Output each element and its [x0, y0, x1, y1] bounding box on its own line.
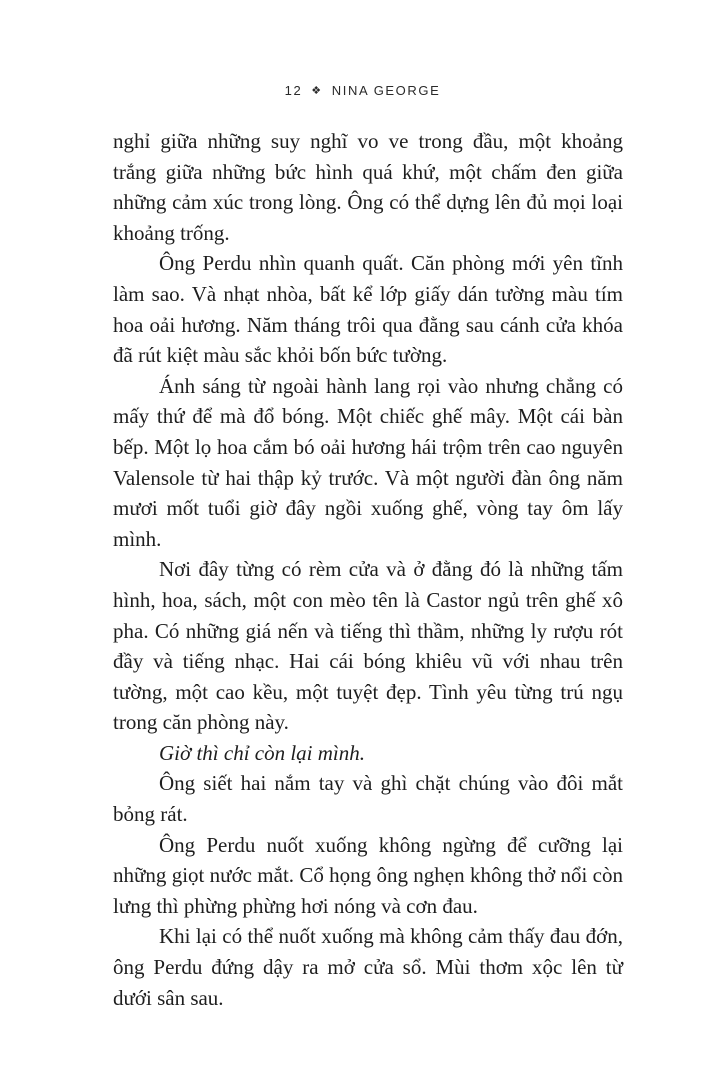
paragraph: Ông siết hai nắm tay và ghì chặt chúng vào đôi mắt bỏng rát. [113, 771, 623, 827]
page-number: 12 [284, 83, 303, 98]
body-text [113, 126, 623, 1013]
paragraph: Ông Perdu nhìn quanh quất. Căn phòng mới yên tĩnh làm sao. Và nhạt nhòa, bất kể lớp giấy dán tường màu tím hoa oải hương. Năm tháng trôi qua đằng sau cánh cửa khóa đã rút kiệt màu sắc khỏi bốn bức tường. [113, 251, 623, 368]
paragraph-italic: Giờ thì chỉ còn lại mình. [159, 740, 366, 765]
paragraph: Ông Perdu nuốt xuống không ngừng để cưỡng lại những giọt nước mắt. Cổ họng ông nghẹn không thở nổi còn lưng thì phừng phừng hơi nóng và cơn đau. [113, 832, 623, 918]
author-name: NINA GEORGE [331, 83, 441, 98]
paragraph: Khi lại có thể nuốt xuống mà không cảm thấy đau đớn, ông Perdu đứng dậy ra mở cửa sổ. Mùi thơm xộc lên từ dưới sân sau. [113, 924, 623, 1010]
paragraph-continuation: nghỉ giữa những suy nghĩ vo ve trong đầu, một khoảng trắng giữa những bức hình quá khứ, một chấm đen giữa những cảm xúc trong lòng. Ông có thể dựng lên đủ mọi loại khoảng trống. [113, 129, 623, 245]
ornament-separator-icon: ❖ [311, 85, 323, 97]
paragraph: Ánh sáng từ ngoài hành lang rọi vào nhưng chẳng có mấy thứ để mà đổ bóng. Một chiếc ghế mây. Một cái bàn bếp. Một lọ hoa cắm bó oải hương hái trộm trên cao nguyên Valensole từ hai thập kỷ trước. Và một người đàn ông năm mươi mốt tuổi giờ đây ngồi xuống ghế, vòng tay ôm lấy mình. [113, 373, 623, 551]
paragraph: Nơi đây từng có rèm cửa và ở đằng đó là những tấm hình, hoa, sách, một con mèo tên là Castor ngủ trên ghế xô pha. Có những giá nến và tiếng thì thầm, những ly rượu rót đầy và tiếng nhạc. Hai cái bóng khiêu vũ với nhau trên tường, một cao kều, một tuyệt đẹp. Tình yêu từng trú ngụ trong căn phòng này. [113, 557, 623, 735]
running-header [0, 83, 725, 98]
